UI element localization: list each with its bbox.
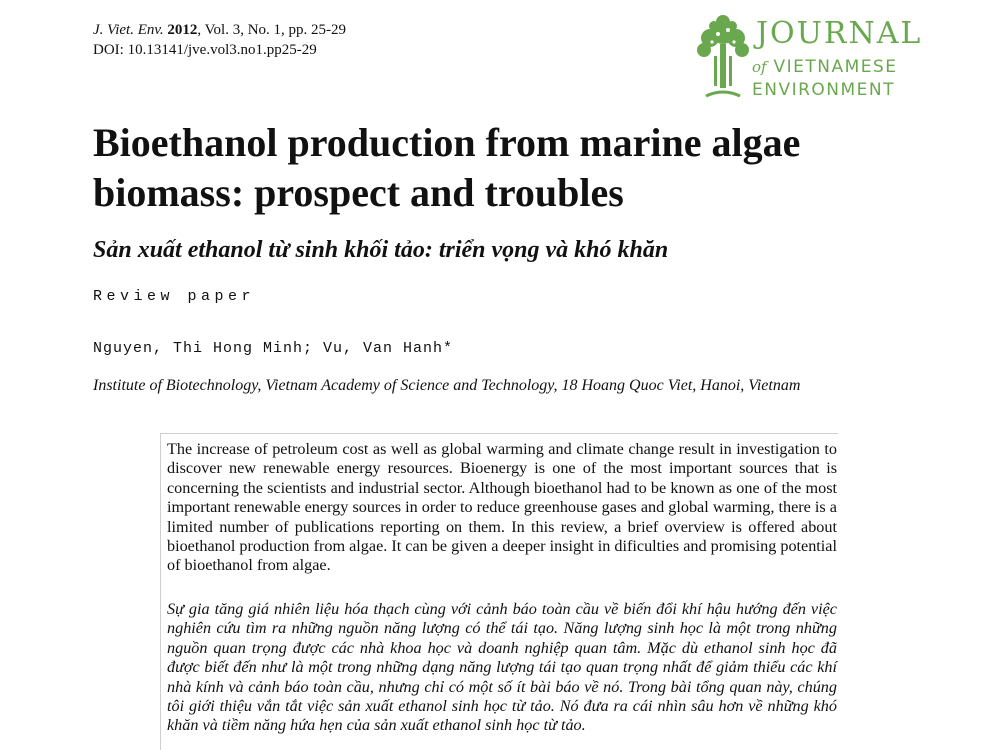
author-affiliation: Institute of Biotechnology, Vietnam Academy of Science and Technology, 18 Hoang Quoc Viet, Hanoi, Vietnam xyxy=(93,377,801,394)
journal-logo xyxy=(690,10,923,102)
tree-emblem-icon xyxy=(690,10,756,102)
logo-environment-text: ENVIRONMENT xyxy=(752,80,896,100)
article-type: Review paper xyxy=(93,288,256,305)
paper-subtitle: Sản xuất ethanol từ sinh khối tảo: triển vọng và khó khăn xyxy=(93,237,669,263)
abstract-english: The increase of petroleum cost as well as global warming and climate change result in investigation to discover new renewable energy resources. Bioenergy is one of the most important sources that is concerning the scientists and industrial sector. Although bioethanol had to be known as one of the most important renewable energy sources in order to reduce greenhouse gases and global warming, there is a limited number of publications reporting on them. In this review, a brief overview is offered about bioethanol production from algae. It can be given a deeper insight in dificulties and promising potential of bioethanol from algae. xyxy=(167,440,837,575)
logo-of-text: of xyxy=(752,58,767,76)
logo-vietnamese-text: VIETNAMESE xyxy=(766,57,898,77)
paper-title: Bioethanol production from marine algae biomass: prospect and troubles xyxy=(93,120,801,215)
citation-year: 2012 xyxy=(167,22,198,38)
logo-journal-text: JOURNAL xyxy=(756,16,923,51)
citation-volume: , Vol. 3, No. 1, pp. 25-29 xyxy=(197,22,347,38)
abstract-vietnamese: Sự gia tăng giá nhiên liệu hóa thạch cùng với cảnh báo toàn cầu về biến đổi khí hậu hướng đến việc nghiên cứu tìm ra những nguồn năng lượng có thể tái tạo. Năng lượng sinh học là một trong những nguồn quan trọng được các nhà khoa học và doanh nghiệp quan tâm. Mặc dù ethanol sinh học đã được biết đến như là một trong những dạng năng lượng tái tạo quan trọng nhất để giảm thiểu các khí nhà kính và cảnh báo toàn cầu, nhưng chỉ có một số ít bài báo về nó. Trong bài tổng quan này, chúng tôi giới thiệu vắn tắt việc sản xuất ethanol sinh học từ tảo. Nó đưa ra cái nhìn sâu hơn về những khó khăn và tiềm năng hứa hẹn của sản xuất ethanol sinh học từ tảo. xyxy=(167,600,837,735)
citation-block xyxy=(93,20,346,60)
citation-line xyxy=(93,20,346,40)
doi-link[interactable]: DOI: 10.13141/jve.vol3.no1.pp25-29 xyxy=(93,42,317,58)
logo-vietnamese-line xyxy=(752,57,898,77)
author-list: Nguyen, Thi Hong Minh; Vu, Van Hanh* xyxy=(93,340,454,357)
journal-abbrev: J. Viet. Env. xyxy=(93,22,164,38)
